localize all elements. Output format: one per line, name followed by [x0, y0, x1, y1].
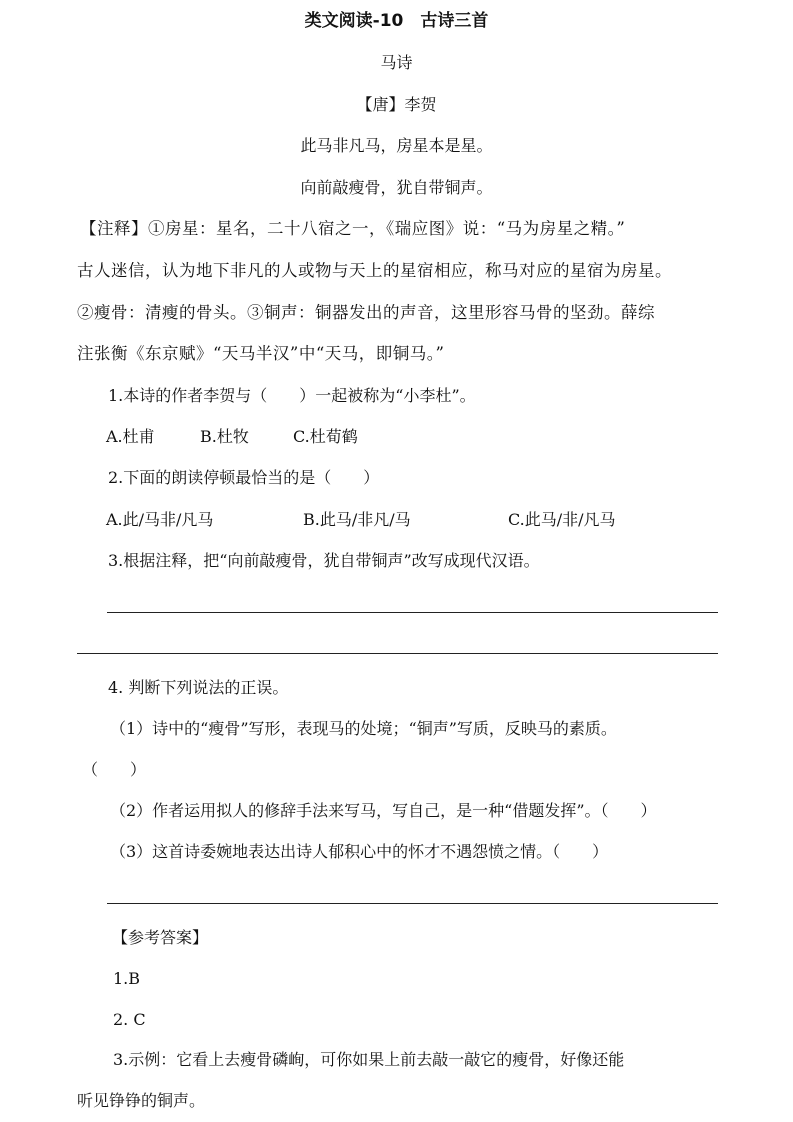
divider-line	[107, 903, 718, 904]
answer-item: 1.B	[113, 969, 141, 988]
question-3: 3.根据注释，把“向前敲瘦骨，犹自带铜声”改写成现代汉语。	[108, 551, 540, 570]
document-title: 类文阅读-10 古诗三首	[304, 11, 489, 31]
answer-line	[77, 653, 718, 654]
judgment-item: （3）这首诗委婉地表达出诗人郁积心中的怀才不遇怨愤之情。（ ）	[110, 842, 609, 861]
answer-item: 听见铮铮的铜声。	[77, 1091, 206, 1110]
judgment-item: （1）诗中的“瘦骨”写形，表现马的处境；“铜声”写质，反映马的素质。	[110, 719, 617, 738]
question-4: 4. 判断下列说法的正误。	[108, 678, 289, 697]
option-a: A.杜甫	[106, 427, 155, 446]
annotation-line: 注张衡《东京赋》“天马半汉”中“天马，即铜马。”	[77, 344, 445, 363]
answers-heading: 【参考答案】	[112, 928, 209, 947]
poem-title: 马诗	[380, 53, 413, 72]
option-c: C.杜荀鹤	[293, 427, 358, 446]
answer-line	[107, 612, 718, 613]
annotation-line: 古人迷信，认为地下非凡的人或物与天上的星宿相应，称马对应的星宿为房星。	[77, 261, 672, 280]
option-a: A.此/马非/凡马	[106, 510, 214, 529]
option-b: B.杜牧	[200, 427, 249, 446]
option-b: B.此马/非凡/马	[303, 510, 411, 529]
judgment-item: （2）作者运用拟人的修辞手法来写马，写自己，是一种“借题发挥”。（ ）	[110, 801, 657, 820]
poem-line: 向前敲瘦骨，犹自带铜声。	[300, 178, 493, 197]
annotation-line: ②瘦骨：清瘦的骨头。③铜声：铜器发出的声音，这里形容马骨的坚劲。薛综	[77, 303, 655, 322]
question-1: 1.本诗的作者李贺与（ ）一起被称为“小李杜”。	[108, 386, 476, 405]
judgment-blank: （ ）	[82, 760, 147, 779]
answer-item: 2. C	[113, 1010, 146, 1029]
poem-line: 此马非凡马，房星本是星。	[300, 136, 493, 155]
answer-item: 3.示例：它看上去瘦骨磷峋，可你如果上前去敲一敲它的瘦骨，好像还能	[113, 1050, 625, 1069]
poem-author: 【唐】李贺	[356, 95, 437, 114]
option-c: C.此马/非/凡马	[508, 510, 616, 529]
annotation-line: 【注释】①房星：星名，二十八宿之一，《瑞应图》说：“马为房星之精。”	[80, 219, 626, 238]
question-2: 2.下面的朗读停顿最恰当的是（ ）	[108, 468, 380, 487]
